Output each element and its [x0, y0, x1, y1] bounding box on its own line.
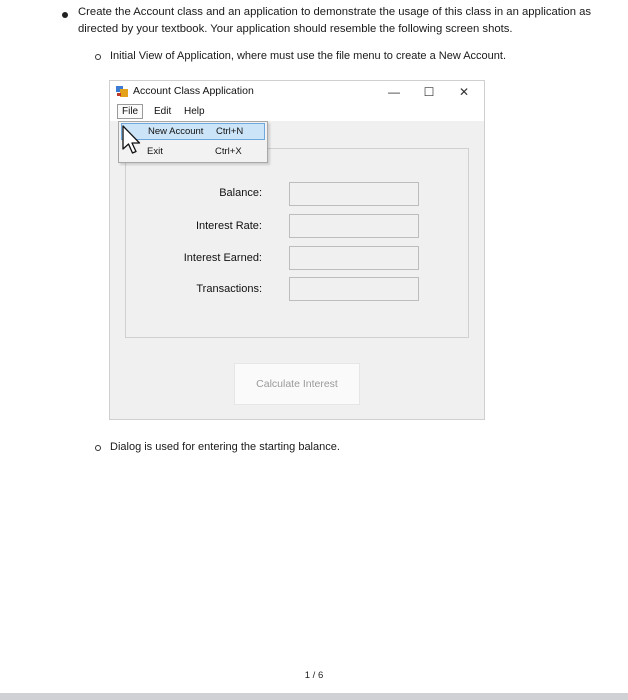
sub-item-initial-view: Initial View of Application, where must use the file menu to create a New Account.: [110, 50, 507, 62]
interest-rate-field[interactable]: [289, 214, 419, 238]
mouse-cursor-icon: [121, 125, 143, 155]
account-groupbox: [125, 148, 469, 338]
sub-bullet-marker: [95, 54, 101, 60]
new-account-label: New Account: [148, 126, 204, 137]
transactions-field[interactable]: [289, 277, 419, 301]
exit-shortcut: Ctrl+X: [215, 146, 242, 157]
maximize-button[interactable]: ☐: [423, 85, 435, 99]
bullet-marker: [62, 12, 68, 18]
new-account-shortcut: Ctrl+N: [216, 126, 244, 137]
bullet-paragraph: Create the Account class and an application to demonstrate the usage of this class in an application as directed by your textbook. Your application should resemble the following screen shots.: [78, 6, 592, 35]
transactions-label: Transactions:: [196, 283, 262, 295]
interest-rate-label: Interest Rate:: [195, 220, 262, 232]
calculate-interest-button[interactable]: Calculate Interest: [234, 363, 360, 405]
app-icon: [116, 86, 128, 97]
sub-bullet-marker-2: [95, 445, 101, 451]
balance-field[interactable]: [289, 182, 419, 206]
account-app-window: [109, 80, 485, 420]
menu-edit[interactable]: Edit: [154, 106, 172, 117]
balance-label: Balance:: [219, 187, 262, 199]
menu-file[interactable]: File: [117, 104, 143, 119]
exit-label: Exit: [147, 146, 163, 157]
minimize-button[interactable]: —: [388, 85, 400, 99]
page-bottom-bar: [0, 693, 628, 700]
interest-earned-label: Interest Earned:: [183, 252, 262, 264]
page-number: 1 / 6: [304, 670, 324, 681]
menu-bar: [110, 103, 484, 121]
title-bar: [110, 81, 484, 103]
window-title: Account Class Application: [133, 85, 254, 97]
sub-item-dialog: Dialog is used for entering the starting balance.: [110, 441, 340, 453]
interest-earned-field[interactable]: [289, 246, 419, 270]
menu-help[interactable]: Help: [184, 106, 205, 117]
close-button[interactable]: ✕: [458, 85, 470, 99]
